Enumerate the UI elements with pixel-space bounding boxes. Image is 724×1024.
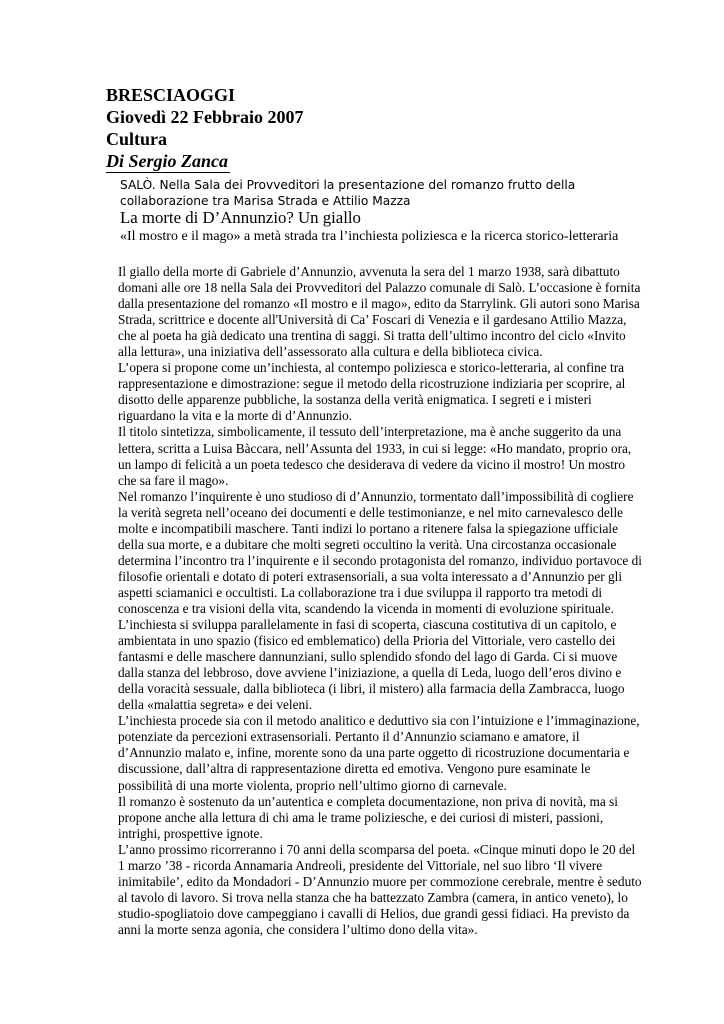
body-line: fantasmi e delle maschere dannunziani, sullo splendido sfondo del lago di Garda. Ci si muove bbox=[118, 649, 618, 665]
body-line: riguardano la vita e la morte di d’Annunzio. bbox=[118, 408, 353, 424]
body-line: 1 marzo ’38 - ricorda Annamaria Andreoli, presidente del Vittoriale, nel suo libro ‘Il vivere bbox=[118, 857, 603, 873]
body-line: conoscenza e tra visioni della vita, scandendo la vicenda in momenti di evoluzione spirituale. bbox=[118, 600, 614, 616]
body-line: la verità segreta nell’oceano dei documenti e delle testimonianze, e nel mito carnevalesco delle bbox=[118, 504, 624, 520]
body-line: propone anche alla lettura di chi ama le trame poliziesche, e dei curiosi di misteri, passioni, bbox=[118, 809, 604, 825]
article-body bbox=[118, 264, 663, 938]
body-line: dalla stanza del lebbroso, dove avviene l’iniziazione, a quella di Leda, luogo dell’eros divino e bbox=[118, 665, 622, 681]
body-line: L’inchiesta si sviluppa parallelamente in fasi di scoperta, ciascuna costitutiva di un capitolo, e bbox=[118, 617, 617, 633]
body-line: della voracità sessuale, dalla biblioteca (i libri, il mistero) alla farmacia della Zambracca, luogo bbox=[118, 681, 625, 697]
section-name: Cultura bbox=[106, 129, 168, 149]
article-kicker bbox=[120, 178, 640, 209]
body-line: L’anno prossimo ricorreranno i 70 anni della scomparsa del poeta. «Cinque minuti dopo le 20 del bbox=[118, 841, 636, 857]
article-header bbox=[106, 84, 304, 172]
body-line: Il titolo sintetizza, simbolicamente, il tessuto dell’interpretazione, ma è anche suggerito da una bbox=[118, 424, 622, 440]
body-line: anni la morte senza agonia, che considera l’ultimo dono della vita». bbox=[118, 921, 478, 937]
publication-date: Giovedì 22 Febbraio 2007 bbox=[106, 107, 304, 127]
kicker-line: collaborazione tra Marisa Strada e Attilio Mazza bbox=[120, 193, 411, 208]
body-line: un lampo di felicità a un poeta tedesco che desiderava di vedere da vicino il mostro! Un mostro bbox=[118, 456, 625, 472]
body-line: domani alle ore 18 nella Sala dei Provveditori del Palazzo comunale di Salò. L’occasione è fornita bbox=[118, 280, 641, 296]
body-line: Il romanzo è sostenuto da un’autentica e completa documentazione, non priva di novità, ma si bbox=[118, 793, 618, 809]
newspaper-name: BRESCIAOGGI bbox=[106, 85, 236, 105]
body-line: rappresentazione e dimostrazione: segue il metodo della ricostruzione indiziaria per scoprire, al bbox=[118, 376, 626, 392]
body-line: d’Annunzio malato e, infine, morente sono da una parte oggetto di ricostruzione documentaria e bbox=[118, 745, 630, 761]
body-line: intrighi, prospettive ignote. bbox=[118, 825, 263, 841]
body-line: determina l’incontro tra l’inquirente e il secondo protagonista del romanzo, individuo portavoce di bbox=[118, 552, 642, 568]
body-line: disotto delle apparenze pubbliche, la sostanza della verità enigmatica. I segreti e i misteri bbox=[118, 392, 592, 408]
body-line: che al poeta ha già dedicato una trentina di saggi. Si tratta dell’ultimo incontro del ciclo «Invito bbox=[118, 328, 626, 344]
body-line: della sua morte, e a dubitare che molti segreti occultino la verità. Una circostanza occasionale bbox=[118, 536, 617, 552]
body-line: possibilità di una morte violenta, proprio nell’ultimo giorno di carnevale. bbox=[118, 777, 507, 793]
article-subheadline: «Il mostro e il mago» a metà strada tra l’inchiesta poliziesca e la ricerca storico-letteraria bbox=[120, 229, 619, 244]
header-divider bbox=[106, 172, 230, 173]
body-line: molte e incompatibili maschere. Tanti indizi lo portano a ritenere falsa la spiegazione ufficiale bbox=[118, 520, 618, 536]
body-line: Il giallo della morte di Gabriele d’Annunzio, avvenuta la sera del 1 marzo 1938, sarà dibattuto bbox=[118, 264, 620, 279]
body-line: Nel romanzo l’inquirente è uno studioso di d’Annunzio, tormentato dall’impossibilità di cogliere bbox=[118, 488, 634, 504]
body-line: studio-spogliatoio dove campeggiano i cavalli di Helios, due grandi gessi fidiaci. Ha previsto da bbox=[118, 905, 630, 921]
body-line: della «malattia segreta» e dei veleni. bbox=[118, 697, 313, 713]
author-byline: Di Sergio Zanca bbox=[106, 151, 229, 171]
kicker-line: SALÒ. Nella Sala dei Provveditori la presentazione del romanzo frutto della bbox=[120, 178, 576, 192]
body-line: ambientata in uno spazio (fisico ed emblematico) della Prioria del Vittoriale, vero castello dei bbox=[118, 633, 616, 649]
body-line: che sa fare il mago». bbox=[118, 472, 229, 488]
body-line: dalla presentazione del romanzo «Il mostro e il mago», edito da Starrylink. Gli autori sono Marisa bbox=[118, 296, 640, 312]
body-line: L’opera si propone come un’inchiesta, al contempo poliziesca e storico-letteraria, al confine tra bbox=[118, 360, 625, 376]
body-line: aspetti sciamanici e occultisti. La collaborazione tra i due sviluppa il rapporto tra metodi di bbox=[118, 584, 603, 600]
body-line: potenziate da percezioni extrasensoriali. Pertanto il d’Annunzio sciamano e amatore, il bbox=[118, 729, 580, 745]
body-line: discussione, dall’altra di rappresentazione diretta ed emotiva. Vengono pure esaminate le bbox=[118, 761, 591, 777]
article-headline: La morte di D’Annunzio? Un giallo bbox=[120, 208, 361, 227]
body-line: inimitabile’, edito da Mondadori - D’Annunzio muore per commozione cerebrale, mentre è seduto bbox=[118, 873, 642, 889]
body-line: Strada, scrittrice e docente all'Università di Ca’ Foscari di Venezia e il gardesano Attilio Mazza, bbox=[118, 312, 627, 328]
body-line: filosofie orientali e dotato di poteri extrasensoriali, a sua volta interessato a d’Annunzio per gli bbox=[118, 568, 623, 584]
body-line: al tavolo di lavoro. Si trova nella stanza che ha battezzato Zambra (camera, in antico veneto), lo bbox=[118, 889, 628, 905]
body-line: lettera, scritta a Luisa Bàccara, nell’Assunta del 1933, in cui si legge: «Ho mandato, proprio ora, bbox=[118, 440, 632, 456]
body-line: L’inchiesta procede sia con il metodo analitico e deduttivo sia con l’intuizione e l’immaginazione, bbox=[118, 713, 640, 729]
body-line: alla lettura», una iniziativa dell’assessorato alla cultura e della biblioteca civica. bbox=[118, 344, 543, 360]
